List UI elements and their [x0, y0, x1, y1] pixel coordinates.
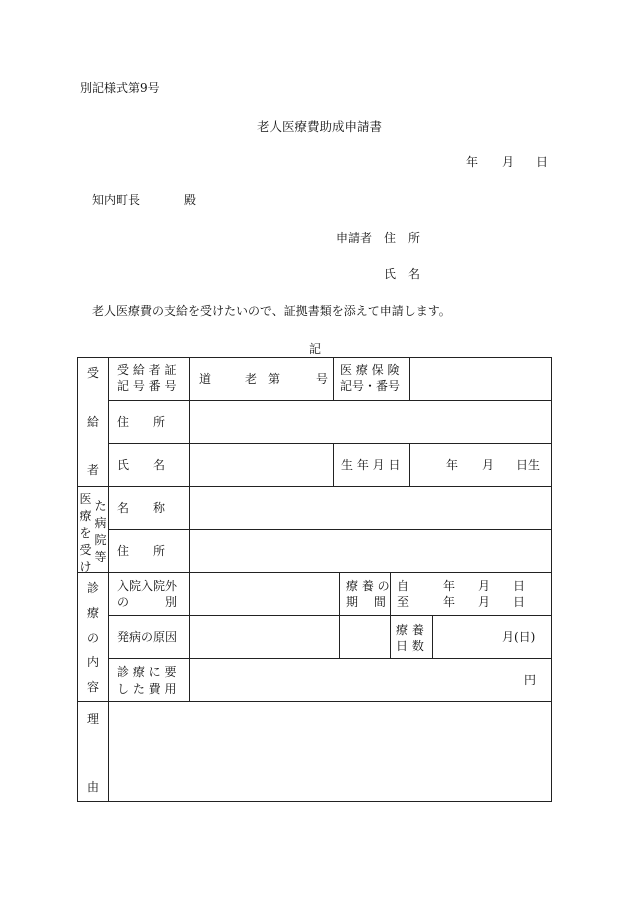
days-label-line2: 日 数 [396, 639, 424, 653]
facility-group-label-left [78, 490, 93, 574]
period-to-day: 日 [513, 595, 526, 609]
cert-label-line1: 受 給 者 証 [117, 363, 177, 377]
cost-field[interactable] [190, 659, 551, 701]
facility-char-2: 療 [79, 509, 92, 523]
facility-name-field[interactable] [190, 487, 551, 529]
dob-year-label: 年 [446, 458, 459, 472]
period-from-year: 年 [443, 579, 456, 593]
cause-extra-field[interactable] [340, 616, 390, 658]
dob-day-label: 日生 [516, 458, 541, 472]
recipient-address-field[interactable] [190, 401, 551, 443]
facility-char-1: 医 [79, 492, 92, 506]
inout-label-line2: の 別 [117, 595, 178, 609]
form-number: 別記様式第9号 [80, 81, 160, 95]
treatment-char-4: 内 [86, 655, 99, 670]
date-day-label: 日 [536, 155, 549, 169]
period-to-month: 月 [478, 595, 491, 609]
application-statement: 老人医療費の支給を受けたいので、証拠書類を添えて申請します。 [92, 304, 451, 318]
cert-prefix: 道 [199, 372, 212, 386]
recipient-name-field[interactable] [190, 444, 333, 486]
inout-label-line1: 入院入院外 [117, 579, 178, 593]
period-label-line2: 期 間 [346, 595, 386, 609]
ki-label: 記 [309, 342, 322, 356]
treatment-char-1: 診 [86, 581, 99, 595]
facility-char-6: た [94, 499, 107, 513]
recipient-group-label [78, 364, 108, 478]
addressee-honorific: 殿 [184, 193, 197, 207]
period-from-day: 日 [513, 579, 526, 593]
reason-field[interactable] [109, 702, 551, 801]
reason-group-label [78, 710, 108, 795]
cert-mid1: 老 [245, 372, 258, 386]
insurance-label-line1: 医 療 保 険 [340, 363, 400, 377]
recipient-char-2: 給 [86, 414, 99, 429]
reason-char-1: 理 [86, 712, 99, 726]
reason-char-2: 由 [86, 780, 99, 794]
facility-char-3: を [79, 526, 92, 540]
cause-field[interactable] [190, 616, 339, 658]
dob-label: 生 年 月 日 [341, 458, 401, 472]
days-label-line1: 療 養 [396, 623, 424, 637]
period-from-label: 自 [397, 579, 410, 593]
facility-char-7: 病 [94, 516, 107, 530]
addressee-name: 知内町長 [92, 193, 141, 207]
treatment-char-2: 療 [86, 605, 99, 620]
insurance-label-line2: 記号・番号 [340, 379, 401, 393]
treatment-char-5: 容 [86, 680, 99, 694]
period-from-month: 月 [478, 579, 491, 593]
cause-label: 発病の原因 [117, 630, 178, 644]
facility-char-8: 院 [94, 533, 107, 547]
applicant-name-label: 氏 名 [384, 267, 421, 281]
facility-group-label-right [93, 497, 108, 565]
recipient-char-1: 受 [86, 366, 99, 380]
facility-char-4: 受 [79, 543, 92, 557]
cost-label-line1: 診 療 に 要 [117, 665, 177, 679]
inout-field[interactable] [190, 573, 339, 615]
period-to-label: 至 [397, 595, 410, 609]
applicant-address-label: 住 所 [384, 231, 421, 245]
days-value-unit: 月(日) [502, 630, 536, 644]
insurance-number-field[interactable] [410, 358, 551, 400]
treatment-group-label [78, 579, 108, 695]
facility-char-5: け [79, 560, 92, 574]
cost-label-line2: し た 費 用 [117, 682, 177, 696]
date-year-label: 年 [466, 155, 479, 169]
period-to-year: 年 [443, 595, 456, 609]
recipient-char-3: 者 [86, 463, 99, 477]
cost-unit: 円 [524, 673, 537, 687]
cert-mid2: 第 [268, 372, 281, 386]
treatment-char-3: の [86, 630, 99, 645]
date-month-label: 月 [502, 155, 515, 169]
recipient-address-label: 住 所 [117, 415, 166, 429]
cert-label-line2: 記 号 番 号 [117, 379, 177, 393]
facility-address-field[interactable] [190, 530, 551, 572]
facility-name-label: 名 称 [117, 501, 166, 515]
facility-char-9: 等 [94, 550, 107, 564]
document-title: 老人医療費助成申請書 [257, 119, 383, 134]
period-label-line1: 療 養 の [346, 579, 390, 593]
recipient-name-label: 氏 名 [117, 458, 166, 472]
applicant-label: 申請者 [336, 231, 373, 245]
dob-month-label: 月 [482, 458, 495, 472]
cert-suffix: 号 [316, 372, 329, 386]
facility-address-label: 住 所 [117, 544, 166, 558]
